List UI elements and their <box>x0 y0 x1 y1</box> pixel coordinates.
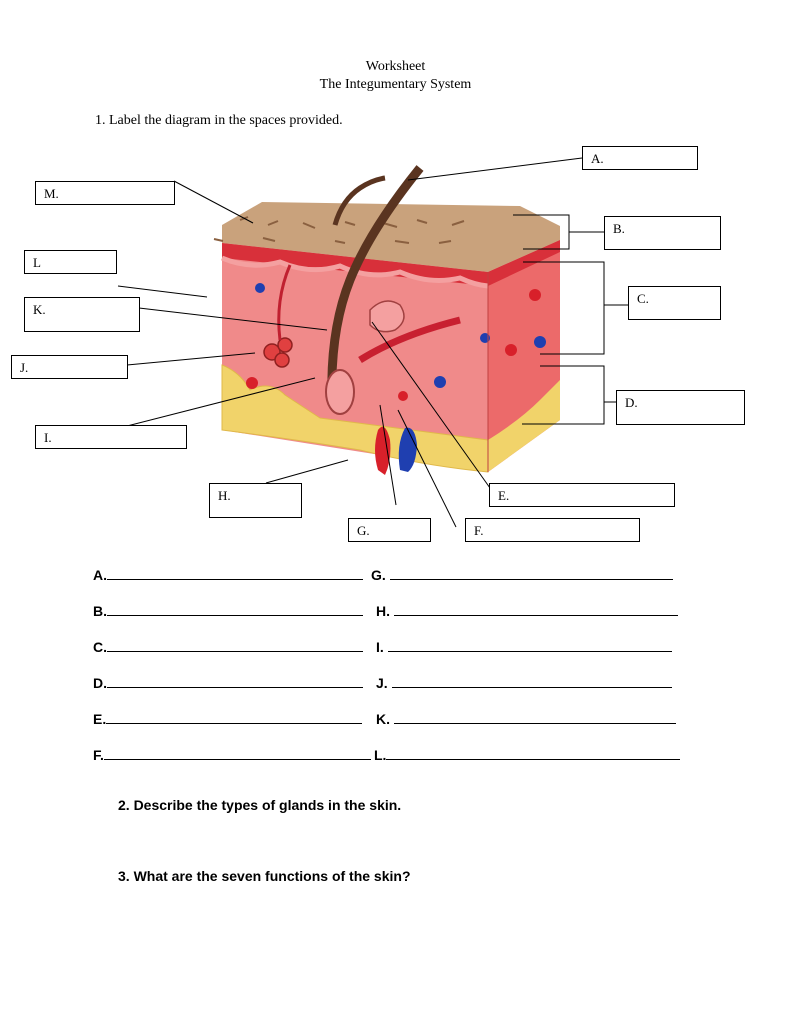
vessel-dot-red <box>398 391 408 401</box>
answer-a[interactable]: A. <box>93 566 363 583</box>
label-box-j[interactable]: J. <box>11 355 128 379</box>
vessel-dot-red <box>505 344 517 356</box>
label-box-g[interactable]: G. <box>348 518 431 542</box>
sweat-gland-coil-2 <box>278 338 292 352</box>
label-box-i[interactable]: I. <box>35 425 187 449</box>
question-3: 3. What are the seven functions of the skin? <box>118 868 411 884</box>
vessel-dot <box>434 376 446 388</box>
label-box-c[interactable]: C. <box>628 286 721 320</box>
answer-i[interactable]: I. <box>376 638 672 655</box>
vessel-dot <box>534 336 546 348</box>
question-1: 1. Label the diagram in the spaces provided. <box>95 113 343 128</box>
answer-d[interactable]: D. <box>93 674 363 691</box>
answer-f[interactable]: F. <box>93 746 371 763</box>
vessel-dot-red <box>529 289 541 301</box>
answer-g[interactable]: G. <box>371 566 673 583</box>
answer-j[interactable]: J. <box>376 674 672 691</box>
answer-e[interactable]: E. <box>93 710 362 727</box>
answer-c[interactable]: C. <box>93 638 363 655</box>
label-box-l[interactable]: L <box>24 250 117 274</box>
vessel-dot <box>255 283 265 293</box>
label-box-e[interactable]: E. <box>489 483 675 507</box>
question-2: 2. Describe the types of glands in the skin. <box>118 797 402 813</box>
label-box-b[interactable]: B. <box>604 216 721 250</box>
answer-l[interactable]: L. <box>374 746 680 763</box>
worksheet-heading: Worksheet <box>365 59 426 74</box>
answer-k[interactable]: K. <box>376 710 676 727</box>
label-box-k[interactable]: K. <box>24 297 140 332</box>
sweat-gland-coil-3 <box>275 353 289 367</box>
label-box-f[interactable]: F. <box>465 518 640 542</box>
worksheet-title: The Integumentary System <box>319 77 472 92</box>
label-box-m[interactable]: M. <box>35 181 175 205</box>
answer-b[interactable]: B. <box>93 602 363 619</box>
artery <box>375 427 390 475</box>
label-box-d[interactable]: D. <box>616 390 745 425</box>
answer-h[interactable]: H. <box>376 602 678 619</box>
label-box-h[interactable]: H. <box>209 483 302 518</box>
vessel-dot-red <box>246 377 258 389</box>
label-box-a[interactable]: A. <box>582 146 698 170</box>
hair-bulb <box>326 370 354 414</box>
